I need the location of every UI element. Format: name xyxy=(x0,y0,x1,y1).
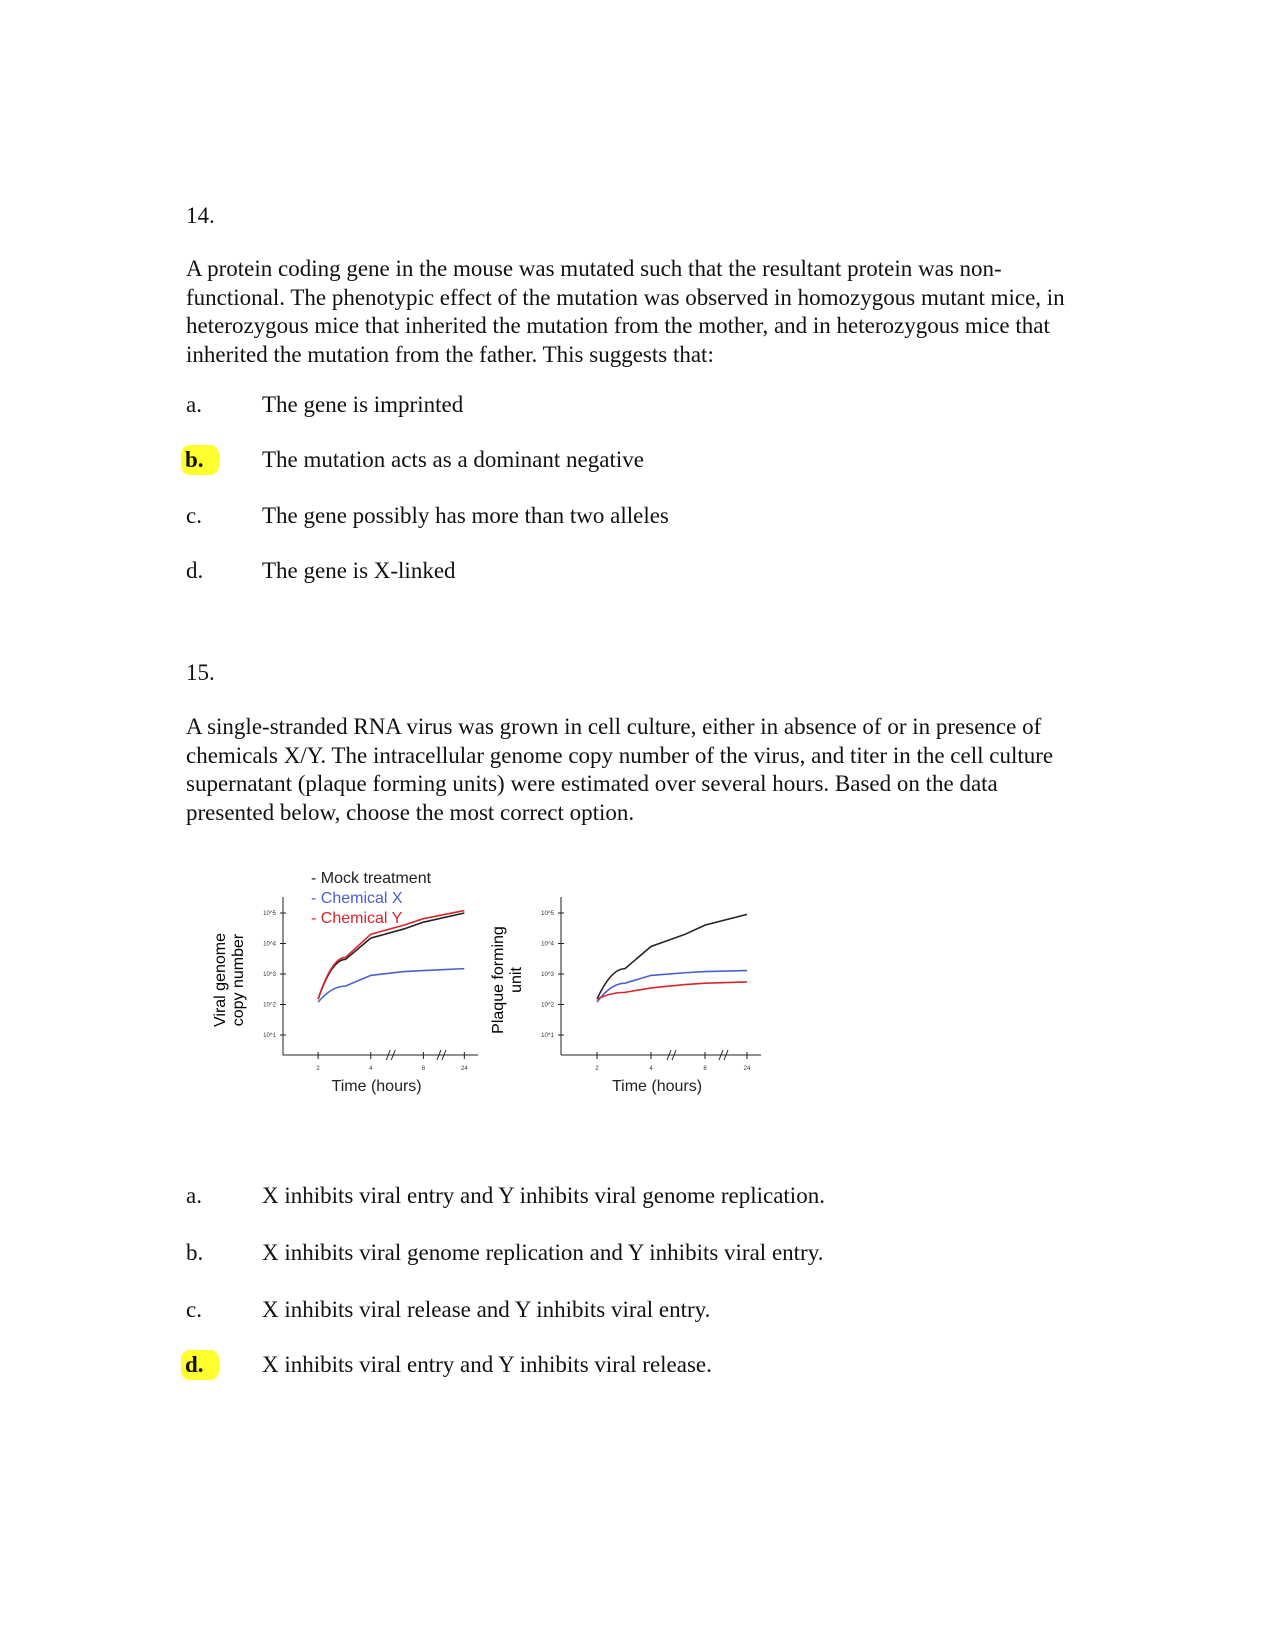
y-tick-label: 10^3 xyxy=(263,972,276,978)
q15-option-c-letter[interactable]: c. xyxy=(186,1297,202,1322)
y-axis-label xyxy=(212,933,247,1027)
viral-growth-figure xyxy=(212,850,795,1150)
q14-option-d-text[interactable]: The gene is X-linked xyxy=(262,558,456,583)
legend-chemical-x: - Chemical X xyxy=(311,890,403,907)
y-tick-label: 10^4 xyxy=(263,941,276,948)
x-tick-label: 24 xyxy=(743,1066,751,1072)
x-tick-label: 24 xyxy=(461,1066,468,1072)
q14-option-a-text[interactable]: The gene is imprinted xyxy=(262,392,464,417)
y-tick-label: 10^4 xyxy=(541,941,554,948)
q14-option-c-letter[interactable]: c. xyxy=(186,503,202,528)
x-axis-label: Time (hours) xyxy=(611,1078,703,1095)
legend-chemical-y: - Chemical Y xyxy=(311,910,403,927)
x-tick-label: 4 xyxy=(369,1066,373,1072)
q14-option-a-letter[interactable]: a. xyxy=(186,392,202,417)
q14-option-c-text[interactable]: The gene possibly has more than two alleles xyxy=(262,503,669,528)
x-tick-label: 2 xyxy=(595,1066,599,1072)
y-axis-label-line: unit xyxy=(508,967,525,993)
x-tick-label: 2 xyxy=(316,1066,320,1072)
chart-plaque-forming-unit xyxy=(490,897,761,1095)
chart-legend xyxy=(311,870,432,927)
q15-option-a-letter[interactable]: a. xyxy=(186,1183,202,1208)
question-14-stem: A protein coding gene in the mouse was mutated such that the resultant protein was non-functional. The phenotypic effect of the mutation was observed in homozygous mutant mice, in heterozygous mice that inherited the mutation from the mother, and in heterozygous mice that inherited the mutation from the father. This suggests that: xyxy=(186,256,1065,367)
y-tick-label: 10^2 xyxy=(541,1002,554,1009)
y-tick-label: 10^2 xyxy=(263,1002,276,1009)
question-15-number: 15. xyxy=(186,660,215,685)
q14-option-d-letter[interactable]: d. xyxy=(186,558,204,583)
y-tick-label: 10^1 xyxy=(541,1033,554,1039)
q15-option-a-text[interactable]: X inhibits viral entry and Y inhibits viral genome replication. xyxy=(262,1183,825,1208)
y-axis-label-line: Viral genome xyxy=(212,933,229,1027)
question-14-number: 14. xyxy=(186,203,215,228)
q15-option-d-letter[interactable]: d. xyxy=(181,1350,219,1380)
y-axis-label xyxy=(490,926,525,1034)
q15-option-b-letter[interactable]: b. xyxy=(186,1240,204,1265)
y-tick-label: 10^5 xyxy=(263,911,276,917)
x-tick-label: 4 xyxy=(649,1066,653,1072)
y-tick-label: 10^3 xyxy=(541,972,554,978)
x-axis-label: Time (hours) xyxy=(331,1078,422,1095)
x-tick-label: 8 xyxy=(703,1066,707,1072)
y-axis-label-line: copy number xyxy=(230,933,247,1027)
series-line-chemical-x xyxy=(318,969,464,1002)
q15-option-b-text[interactable]: X inhibits viral genome replication and Y inhibits viral entry. xyxy=(262,1240,824,1265)
x-tick-label: 8 xyxy=(421,1066,426,1072)
y-tick-label: 10^1 xyxy=(263,1033,276,1039)
q15-option-c-text[interactable]: X inhibits viral release and Y inhibits viral entry. xyxy=(262,1297,711,1322)
q14-option-b-letter[interactable]: b. xyxy=(181,445,219,475)
legend-mock-treatment: - Mock treatment xyxy=(311,870,432,887)
y-axis-label-line: Plaque forming xyxy=(490,926,507,1034)
q14-option-b-text[interactable]: The mutation acts as a dominant negative xyxy=(262,447,644,472)
y-tick-label: 10^5 xyxy=(541,911,554,917)
question-15-stem: A single-stranded RNA virus was grown in cell culture, either in absence of or in presence of chemicals X/Y. The intracellular genome copy number of the virus, and titer in the cell culture supernatant (plaque forming units) were estimated over several hours. Based on the data presented below, choose the most correct option. xyxy=(186,714,1054,825)
q15-option-d-text[interactable]: X inhibits viral entry and Y inhibits viral release. xyxy=(262,1352,712,1377)
